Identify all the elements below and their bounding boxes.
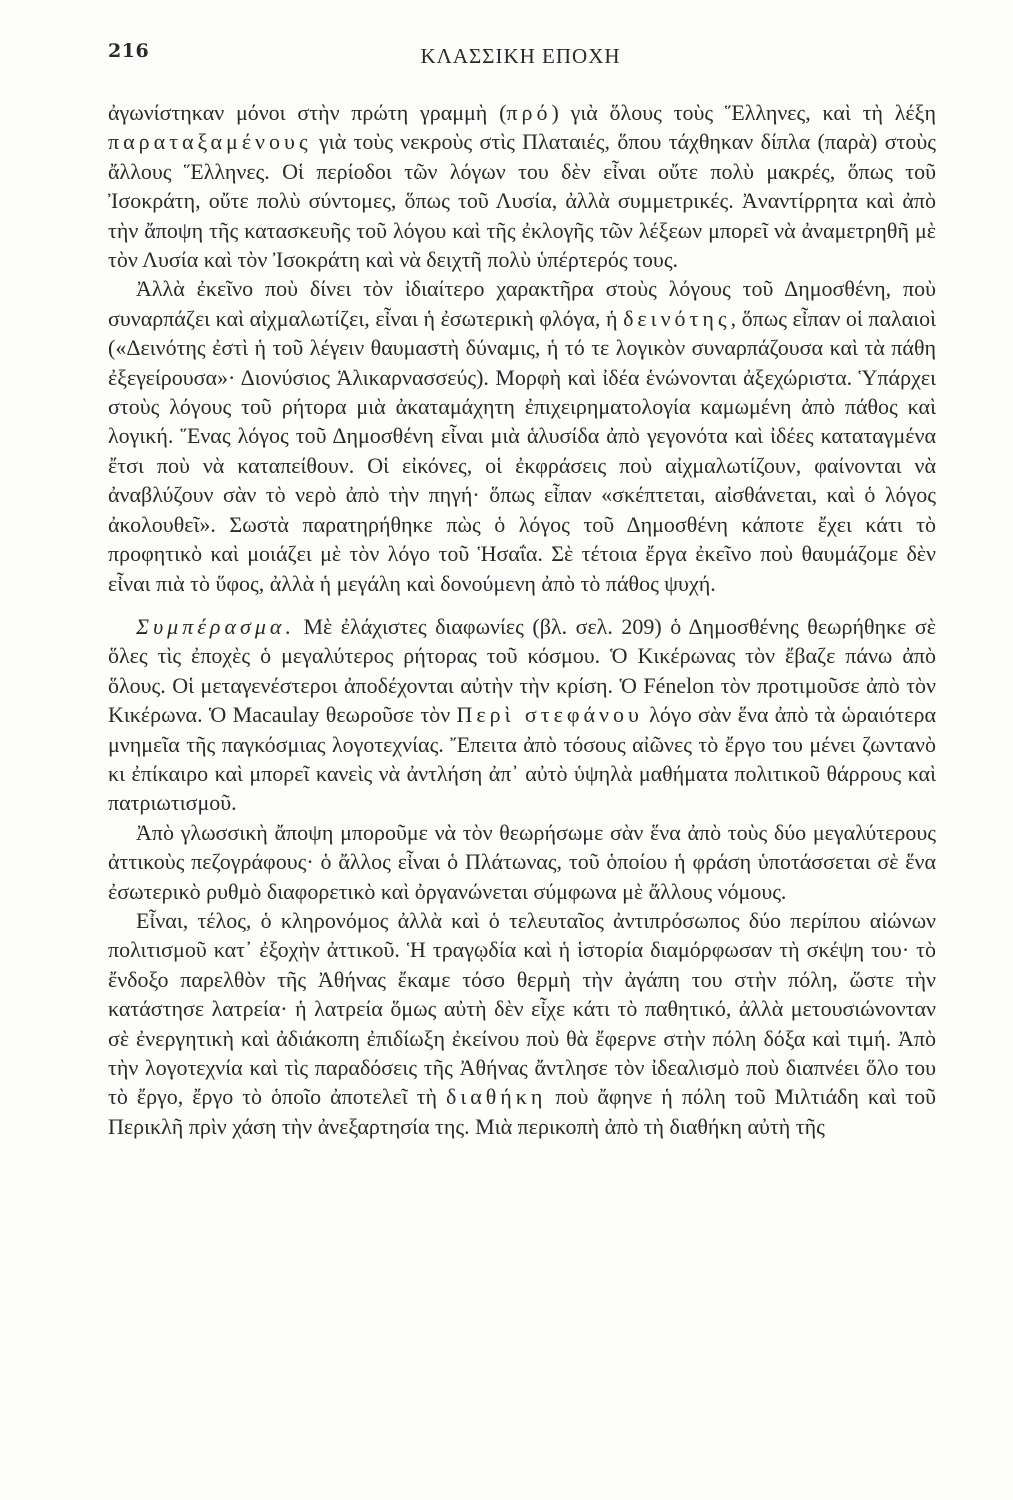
paragraph-2 (108, 274, 936, 597)
spaced-title-peri-stefanou: Περὶ στεφάνου (456, 702, 643, 728)
paragraph-5-text-a: Εἶναι, τέλος, ὁ κληρονόμος ἀλλὰ καὶ ὁ τελευταῖος ἀντιπρόσωπος δύο περίπου αἰώνων πολιτισμοῦ κατ᾽ ἐξοχὴν ἀττικοῦ. Ἡ τραγῳδία καὶ ἡ ἱστορία διαμόρφωσαν τὴ σκέψη του· τὸ ἔνδοξο παρελθὸν τῆς Ἀθήνας ἔκαμε τόσο θερμὴ τὴν ἀγάπη του στὴν πόλη, ὥστε τὴν κατάστησε λατρεία· ἡ λατρεία ὅμως αὐτὴ δὲν εἶχε κάτι τὸ παθητικό, ἀλλὰ μετουσιώνονταν σὲ ἐνεργητικὴ καὶ ἀδιάκοπη ἐπιδίωξη ἐκείνου ποὺ θὰ ἔφερνε στὴν πόλη δόξα καὶ τιμή. Ἀπὸ τὴν λογοτεχνία καὶ τὶς παραδόσεις τῆς Ἀθήνας ἄντλησε τὸν ἰδεαλισμὸ ποὺ διαπνέει ὅλο του τὸ ἔργο, ἔργο τὸ ὁποῖο ἀποτελεῖ τὴ (108, 907, 936, 1110)
paragraph-1-text-a: ἀγωνίστηκαν μόνοι στὴν πρώτη γραμμὴ ( (108, 100, 507, 125)
paragraph-2-text-b: , ὅπως εἶπαν οἱ παλαιοὶ («Δεινότης ἐστὶ ἡ τοῦ λέγειν θαυμαστὴ δύναμις, ἡ τό τε λογικὸν συναρπάζουσα καὶ τὰ πάθη ἐξεγείρουσα»· Διονύσιος Ἁλικαρνασσεύς). Μορφὴ καὶ ἰδέα ἑνώνονται ἀξεχώριστα. Ὑπάρχει στοὺς λόγους τοῦ ρήτορα μιὰ ἀκαταμάχητη ἐπιχειρηματολογία καμωμένη ἀπὸ πάθος καὶ λογική. Ἕνας λόγος τοῦ Δημοσθένη εἶναι μιὰ ἁλυσίδα ἀπὸ γεγονότα καὶ ἰδέες καταταγμένα ἔτσι ποὺ νὰ καταπείθουν. Οἱ εἰκόνες, οἱ ἐκφράσεις ποὺ αἰχμαλωτίζουν, φαίνονται νὰ ἀναβλύζουν σὰν τὸ νερὸ ἀπὸ τὴν πηγή· ὅπως εἶπαν «σκέπτεται, αἰσθάνεται, καὶ ὁ λόγος ἀκολουθεῖ». Σωστὰ παρατηρήθηκε πὼς ὁ λόγος τοῦ Δημοσθένη κάποτε ἔχει κάτι τὸ προφητικὸ καὶ μοιάζει μὲ τὸν λόγο τοῦ Ἡσαΐα. Σὲ τέτοια ἔργα ἐκεῖνο ποὺ θαυμάζομε δὲν εἶναι πιὰ τὸ ὕφος, ἀλλὰ ἡ μεγάλη καὶ δονούμενη ἀπὸ τὸ πάθος ψυχή. (108, 305, 937, 596)
paragraph-1-text-c: γιὰ τοὺς νεκροὺς στὶς Πλαταιές, ὅπου τάχθηκαν δίπλα (παρὰ) στοὺς ἄλλους Ἕλληνες. Οἱ περίοδοι τῶν λόγων του δὲν εἶναι οὔτε πολὺ μακρές, ὅπως τοῦ Ἰσοκράτη, οὔτε πολὺ σύντομες, ὅπως τοῦ Λυσία, ἀλλὰ συμμετρικές. Ἀναντίρρητα καὶ ἀπὸ τὴν ἄποψη τῆς κατασκευῆς τοῦ λόγου καὶ τῆς ἐκλογῆς τῶν λέξεων μπορεῖ νὰ ἀναμετρηθῆ μὲ τὸν Λυσία καὶ τὸν Ἰσοκράτη καὶ νὰ δειχτῆ πολὺ ὑπέρτερός τους. (108, 129, 936, 273)
running-head: ΚΛΑΣΣΙΚΗ ΕΠΟΧΗ (420, 44, 621, 68)
paragraph-5-text-b: ποὺ ἄφηνε ἡ πόλη τοῦ Μιλτιάδη καὶ τοῦ Περικλῆ πρὶν χάση τὴν ἀνεξαρτησία της. Μιὰ περικοπὴ ἀπὸ τὴ διαθήκη αὐτὴ τῆς (108, 1084, 936, 1139)
paragraph-1-text-b: ) γιὰ ὅλους τοὺς Ἕλληνες, καὶ τὴ λέξη (551, 100, 936, 125)
paragraph-5 (108, 906, 936, 1141)
paragraph-3 (108, 612, 936, 818)
paragraph-4: Ἀπὸ γλωσσικὴ ἄποψη μποροῦμε νὰ τὸν θεωρήσωμε σὰν ἕνα ἀπὸ τοὺς δύο μεγαλύτερους ἀττικοὺς πεζογράφους· ὁ ἄλλος εἶναι ὁ Πλάτωνας, τοῦ ὁποίου ἡ φράση ὑποτάσσεται σὲ ἕνα ἐσωτερικὸ ρυθμὸ διαφορετικὸ καὶ ὀργανώνεται σύμφωνα μὲ ἄλλους νόμους. (108, 819, 936, 904)
body-text (108, 98, 936, 1141)
paragraph-3-text-a: Μὲ ἐλάχιστες διαφωνίες (βλ. σελ. 209) ὁ Δημοσθένης θεωρήθηκε σὲ ὅλες τὶς ἐποχὲς ὁ μεγαλύτερος ρήτορας τοῦ κόσμου. Ὁ Κικέρωνας τὸν ἔβαζε πάνω ἀπὸ ὅλους. Οἱ μεταγενέστεροι ἀποδέχονται αὐτὴν τὴν κρίση. Ὁ Fénelon τὸν προτιμοῦσε ἀπὸ τὸν Κικέρωνα. Ὁ Macaulay θεωροῦσε τὸν (108, 613, 936, 728)
page-header (108, 40, 933, 72)
spaced-word-diathiki: διαθήκη (445, 1084, 547, 1110)
spaced-word-pro: πρό (506, 100, 552, 125)
paragraph-2-text-a: Ἀλλὰ ἐκεῖνο ποὺ δίνει τὸν ἰδιαίτερο χαρακτῆρα στοὺς λόγους τοῦ Δημοσθένη, ποὺ συναρπάζει καὶ αἰχμαλωτίζει, εἶναι ἡ ἐσωτερικὴ φλόγα, ἡ (108, 276, 936, 331)
paragraph-1 (108, 98, 936, 274)
spaced-word-parataxamenous: παραταξαμένους (108, 129, 312, 155)
section-heading-symperasma: Συμπέρασμα. (136, 613, 295, 639)
page-number: 216 (108, 40, 150, 62)
spaced-word-deinotis: δεινότης (623, 305, 731, 331)
paragraph-3-text-b: λόγο σὰν ἕνα ἀπὸ τὰ ὡραιότερα μνημεῖα τῆς παγκόσμιας λογοτεχνίας. Ἔπειτα ἀπὸ τόσους αἰῶνες τὸ ἔργο του μένει ζωντανὸ κι ἐπίκαιρο καὶ μπορεῖ κανεὶς νὰ ἀντλήση ἀπ᾽ αὐτὸ ὑψηλὰ μαθήματα πολιτικοῦ θάρρους καὶ πατριωτισμοῦ. (108, 702, 936, 816)
